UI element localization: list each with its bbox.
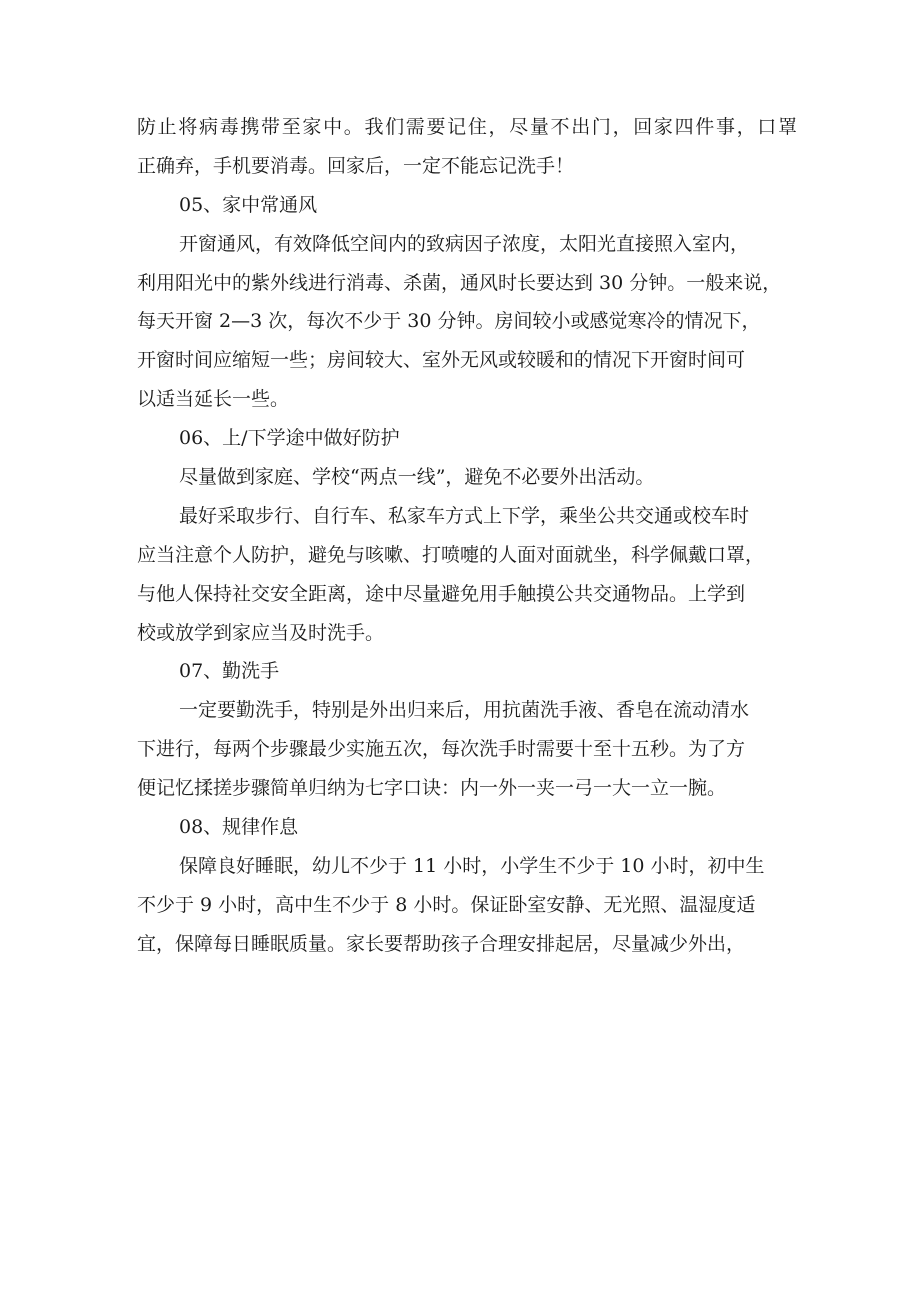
text-line: 以适当延长一些。 bbox=[137, 388, 290, 411]
text-line: 尽量做到家庭、学校“两点一线”，避免不必要外出活动。 bbox=[179, 466, 655, 489]
paragraph-commute bbox=[137, 497, 797, 653]
section-heading-08: 08、规律作息 bbox=[179, 816, 299, 839]
text-line: 开窗时间应缩短一些；房间较大、室外无风或较暖和的情况下开窗时间可 bbox=[137, 349, 746, 372]
text-line: 下进行，每两个步骤最少实施五次，每次洗手时需要十至十五秒。为了方 bbox=[137, 738, 746, 761]
text-line: 宜，保障每日睡眠质量。家长要帮助孩子合理安排起居，尽量减少外出， bbox=[137, 932, 746, 955]
text-line: 校或放学到家应当及时洗手。 bbox=[137, 621, 385, 644]
text-line: 一定要勤洗手，特别是外出归来后，用抗菌洗手液、香皂在流动清水 bbox=[179, 699, 750, 722]
paragraph-sleep bbox=[137, 847, 797, 964]
section-heading-05: 05、家中常通风 bbox=[179, 193, 318, 216]
section-heading-06: 06、上/下学途中做好防护 bbox=[179, 427, 400, 450]
text-line: 最好采取步行、自行车、私家车方式上下学，乘坐公共交通或校车时 bbox=[179, 504, 750, 527]
paragraph-handwashing bbox=[137, 691, 797, 808]
paragraph-two-points bbox=[137, 458, 797, 497]
text-line: 保障良好睡眠，幼儿不少于 11 小时，小学生不少于 10 小时，初中生 bbox=[179, 854, 765, 877]
text-line: 不少于 9 小时，高中生不少于 8 小时。保证卧室安静、无光照、温湿度适 bbox=[137, 893, 756, 916]
text-line: 利用阳光中的紫外线进行消毒、杀菌，通风时长要达到 30 分钟。一般来说， bbox=[137, 271, 782, 294]
paragraph-ventilation bbox=[137, 225, 797, 419]
section-heading-07: 07、勤洗手 bbox=[179, 660, 280, 683]
text-line: 应当注意个人防护，避免与咳嗽、打喷嚏的人面对面就坐，科学佩戴口罩， bbox=[137, 543, 765, 566]
text-line: 开窗通风，有效降低空间内的致病因子浓度，太阳光直接照入室内， bbox=[179, 232, 750, 255]
text-line: 每天开窗 2—3 次，每次不少于 30 分钟。房间较小或感觉寒冷的情况下， bbox=[137, 310, 761, 333]
text-line: 防止将病毒携带至家中。我们需要记住，尽量不出门，回家四件事，口罩 bbox=[137, 116, 797, 138]
paragraph-return-home bbox=[137, 108, 797, 186]
text-line: 与他人保持社交安全距离，途中尽量避免用手触摸公共交通物品。上学到 bbox=[137, 582, 746, 605]
text-line: 便记忆揉搓步骤简单归纳为七字口诀：内一外一夹一弓一大一立一腕。 bbox=[137, 777, 727, 800]
text-line: 正确弃，手机要消毒。回家后，一定不能忘记洗手！ bbox=[137, 154, 575, 177]
document-page bbox=[137, 108, 797, 964]
